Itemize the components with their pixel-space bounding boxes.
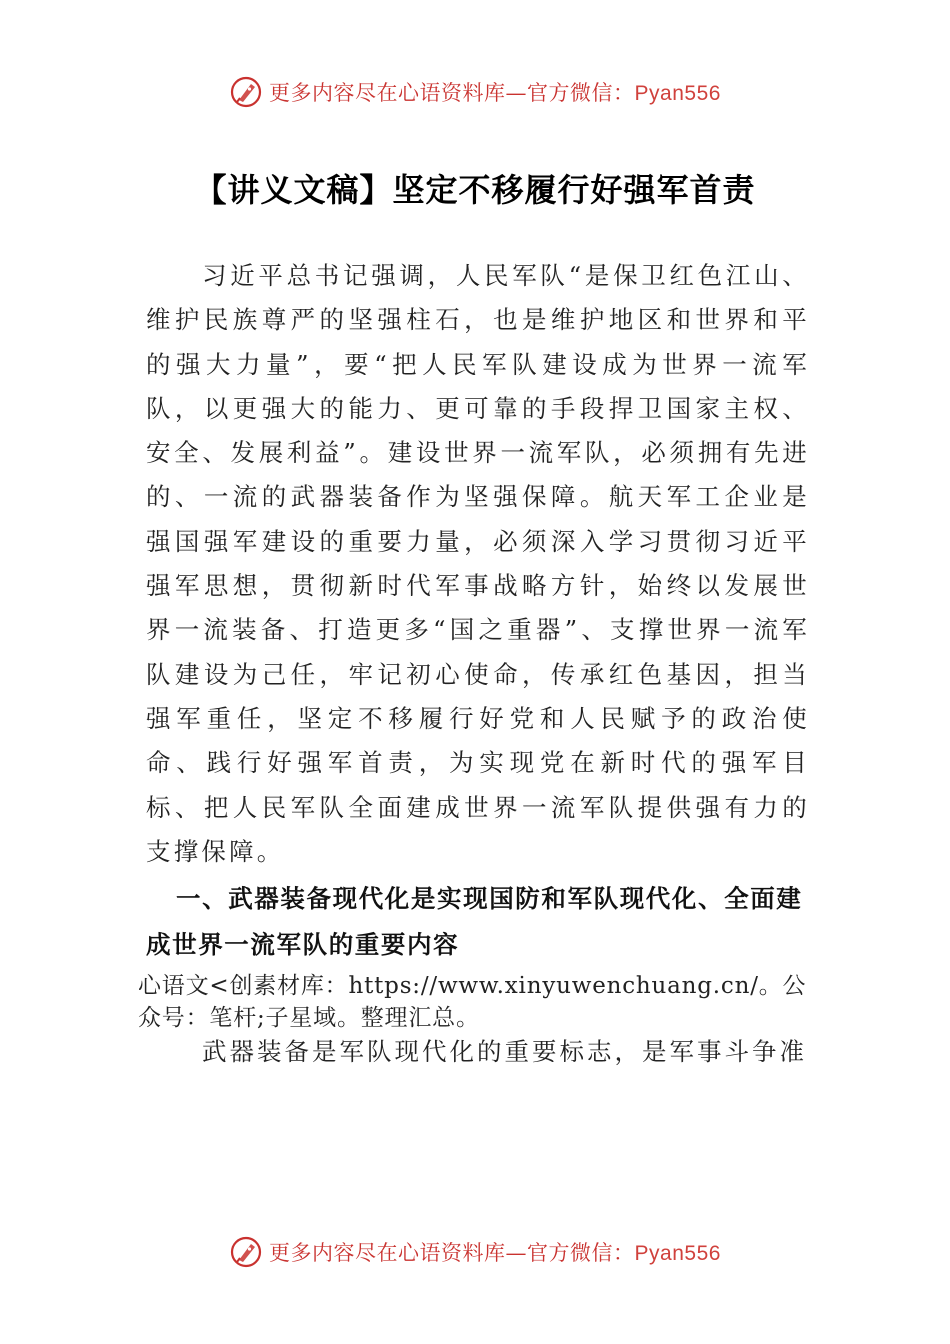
section-heading-1: 一、武器装备现代化是实现国防和军队现代化、全面建成世界一流军队的重要内容: [146, 884, 803, 959]
pen-nib-logo-icon: [229, 1235, 263, 1269]
watermark-brand: 更多内容尽在心语资料库: [269, 81, 506, 105]
header-watermark: [0, 72, 950, 112]
watermark-label: 官方微信：: [527, 1241, 635, 1265]
watermark-separator: —: [505, 1241, 528, 1265]
pen-nib-logo-icon: [229, 75, 263, 109]
body-paragraph-1: 习近平总书记强调，人民军队“是保卫红色江山、维护民族尊严的坚强柱石，也是维护地区和世界和平的强大力量”，要“把人民军队建设成为世界一流军队，以更强大的能力、更可靠的手段捍卫国家主权、安全、发展利益”。建设世界一流军队，必须拥有先进的、一流的武器装备作为坚强保障。航天军工企业是强国强军建设的重要力量，必须深入学习贯彻习近平强军思想，贯彻新时代军事战略方针，始终以发展世界一流装备、打造更多“国之重器”、支撑世界一流军队建设为己任，牢记初心使命，传承红色基因，担当强军重任，坚定不移履行好党和人民赋予的政治使命、践行好强军首责，为实现党在新时代的强军目标、把人民军队全面建成世界一流军队提供强有力的支撑保障。: [146, 261, 810, 866]
watermark-text: [269, 1237, 721, 1267]
body-paragraph-2: 武器装备是军队现代化的重要标志，是军事斗争准: [202, 1037, 807, 1066]
watermark-separator: —: [505, 81, 528, 105]
watermark-account: Pyan556: [634, 1242, 721, 1265]
source-note: 心语文<创素材库：https://www.xinyuwenchuang.cn/。公众号：笔杆;子星域。整理汇总。: [138, 973, 807, 1031]
footer-watermark: [0, 1232, 950, 1272]
watermark-label: 官方微信：: [527, 81, 635, 105]
watermark-text: [269, 77, 721, 107]
document-title: 【讲义文稿】坚定不移履行好强军首责: [194, 171, 756, 209]
watermark-account: Pyan556: [634, 82, 721, 105]
watermark-brand: 更多内容尽在心语资料库: [269, 1241, 506, 1265]
